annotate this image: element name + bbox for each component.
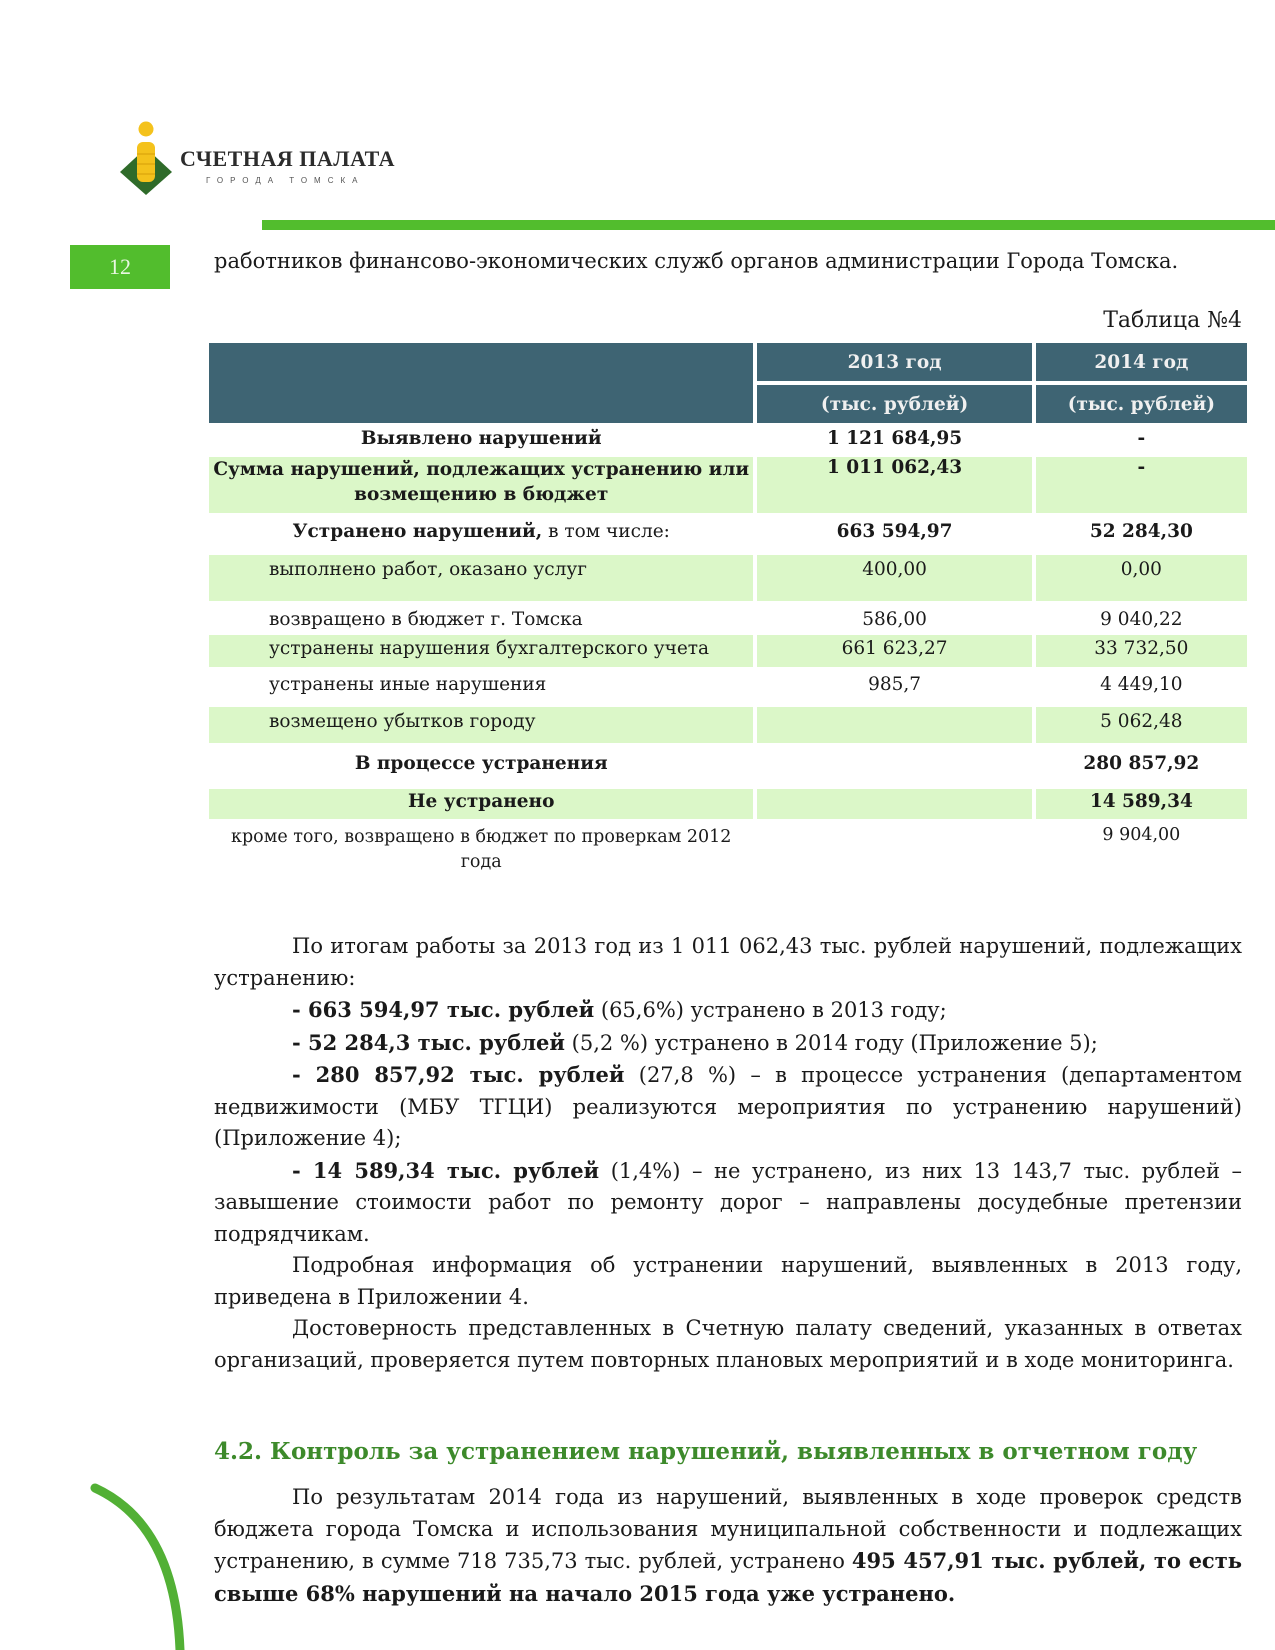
logo-subtitle: ГОРОДА ТОМСКА xyxy=(206,176,365,185)
logo xyxy=(118,120,418,200)
row-label: Не устранено xyxy=(209,789,753,819)
decorative-arc-icon xyxy=(0,1480,220,1650)
row-value-2013: 663 594,97 xyxy=(836,521,953,542)
table-row xyxy=(209,667,1247,707)
table-row xyxy=(209,819,1247,879)
section-paragraph xyxy=(214,1482,1242,1610)
row-label: устранены нарушения бухгалтерского учета xyxy=(209,635,753,667)
table-row xyxy=(209,707,1247,743)
violations-table xyxy=(205,343,1251,879)
section-heading: 4.2. Контроль за устранением нарушений, выявленных в отчетном году xyxy=(214,1438,1198,1465)
table-row xyxy=(209,789,1247,819)
row-value-2014: 5 062,48 xyxy=(1036,707,1247,743)
row-value-2013: 400,00 xyxy=(757,555,1031,601)
section-text-bold: 495 457,91 тыс. рублей, то есть свыше 68% нарушений на начало 2015 года уже устранено. xyxy=(214,1548,1242,1606)
summary-item xyxy=(214,1027,1242,1060)
table-row xyxy=(209,555,1247,601)
row-value-2014: 280 857,92 xyxy=(1083,753,1200,774)
header-2013-unit: (тыс. рублей) xyxy=(757,385,1031,423)
summary-item xyxy=(214,1059,1242,1155)
row-label: Выявлено нарушений xyxy=(360,428,602,449)
row-value-2014: 9 904,00 xyxy=(1102,825,1181,845)
row-value-2013: 661 623,27 xyxy=(757,635,1031,667)
row-value-2014: - xyxy=(1137,428,1146,449)
row-value-2014: 0,00 xyxy=(1036,555,1247,601)
section-body xyxy=(214,1482,1242,1610)
row-label: возмещено убытков городу xyxy=(209,707,753,743)
header-2014-unit: (тыс. рублей) xyxy=(1036,385,1247,423)
row-label: Сумма нарушений, подлежащих устранению или возмещению в бюджет xyxy=(209,457,753,513)
row-value-2014: 33 732,50 xyxy=(1036,635,1247,667)
summary-block xyxy=(214,931,1242,1376)
row-label: возвращено в бюджет г. Томска xyxy=(269,609,583,630)
summary-item-text: (65,6%) устранено в 2013 году; xyxy=(594,998,947,1022)
row-label-bold: Устранено нарушений, xyxy=(292,521,543,542)
summary-item-amount: - 280 857,92 тыс. рублей xyxy=(292,1062,625,1087)
summary-item-text: (1,4%) – не устранено, из них 13 143,7 тыс. рублей – завышение стоимости работ по ремонту дорог – направлены досудебные претензии подрядчикам. xyxy=(214,1158,1242,1246)
row-value-2013 xyxy=(757,707,1031,743)
row-value-2013 xyxy=(757,789,1031,819)
header-2013: 2013 год xyxy=(757,343,1031,385)
summary-item-text: (5,2 %) устранено в 2014 году (Приложение 5); xyxy=(564,1030,1098,1055)
row-value-2013: 1 011 062,43 xyxy=(757,457,1031,513)
summary-item-text: (27,8 %) – в процессе устранения (департаментом недвижимости (МБУ ТГЦИ) реализуются мероприятия по устранению нарушений)(Приложение 4); xyxy=(214,1063,1242,1150)
table-row xyxy=(209,423,1247,457)
row-label: кроме того, возвращено в бюджет по проверкам 2012 года xyxy=(231,827,732,872)
header-empty-cell xyxy=(209,343,753,423)
table-row xyxy=(209,601,1247,635)
row-label: выполнено работ, оказано услуг xyxy=(209,555,753,601)
table-row xyxy=(209,457,1247,513)
row-label xyxy=(209,513,753,555)
table-row xyxy=(209,513,1247,555)
row-value-2013: 985,7 xyxy=(868,674,922,695)
header-2014: 2014 год xyxy=(1036,343,1247,385)
page-number: 12 xyxy=(70,245,170,289)
summary-item xyxy=(214,994,1242,1027)
header-divider xyxy=(262,220,1275,230)
summary-item xyxy=(214,1155,1242,1251)
row-value-2013: 1 121 684,95 xyxy=(826,428,963,449)
summary-item-amount: - 52 284,3 тыс. рублей xyxy=(292,1029,565,1055)
row-value-2013 xyxy=(757,743,1031,789)
reliability-paragraph: Достоверность представленных в Счетную палату сведений, указанных в ответах организаций, проверяется путем повторных плановых мероприятий и в ходе мониторинга. xyxy=(214,1316,1242,1372)
row-value-2014: 52 284,30 xyxy=(1089,521,1193,542)
row-label: устранены иные нарушения xyxy=(269,674,547,695)
logo-title: СЧЕТНАЯ ПАЛАТА xyxy=(180,146,396,171)
table-caption: Таблица №4 xyxy=(1103,308,1242,333)
table-row xyxy=(209,635,1247,667)
row-value-2014: 14 589,34 xyxy=(1036,789,1247,819)
section-text: По результатам 2014 года из нарушений, выявленных в ходе проверок средств бюджета города Томска и использования муниципальной собственности и подлежащих устранению, в сумме 718 735,73 тыс. рублей, устранено xyxy=(214,1485,1242,1573)
detail-paragraph: Подробная информация об устранении нарушений, выявленных в 2013 году, приведена в Приложении 4. xyxy=(214,1253,1242,1309)
table-header-row xyxy=(209,343,1247,385)
intro-paragraph: работников финансово-экономических служб органов администрации Города Томска. xyxy=(214,249,1179,273)
row-value-2014: 9 040,22 xyxy=(1100,609,1183,630)
row-label-suffix: в том числе: xyxy=(542,521,670,542)
summary-item-amount: - 14 589,34 тыс. рублей xyxy=(292,1157,600,1183)
summary-item-amount: - 663 594,97 тыс. рублей xyxy=(292,997,595,1022)
summary-lead: По итогам работы за 2013 год из 1 011 062,43 тыс. рублей нарушений, подлежащих устранению: xyxy=(214,934,1242,990)
table-row xyxy=(209,743,1247,789)
coins-logo-icon xyxy=(118,120,174,195)
row-value-2014: 4 449,10 xyxy=(1100,674,1183,695)
row-label: В процессе устранения xyxy=(354,753,608,774)
row-value-2013 xyxy=(757,819,1031,879)
row-value-2013: 586,00 xyxy=(862,609,927,630)
row-value-2014: - xyxy=(1036,457,1247,513)
